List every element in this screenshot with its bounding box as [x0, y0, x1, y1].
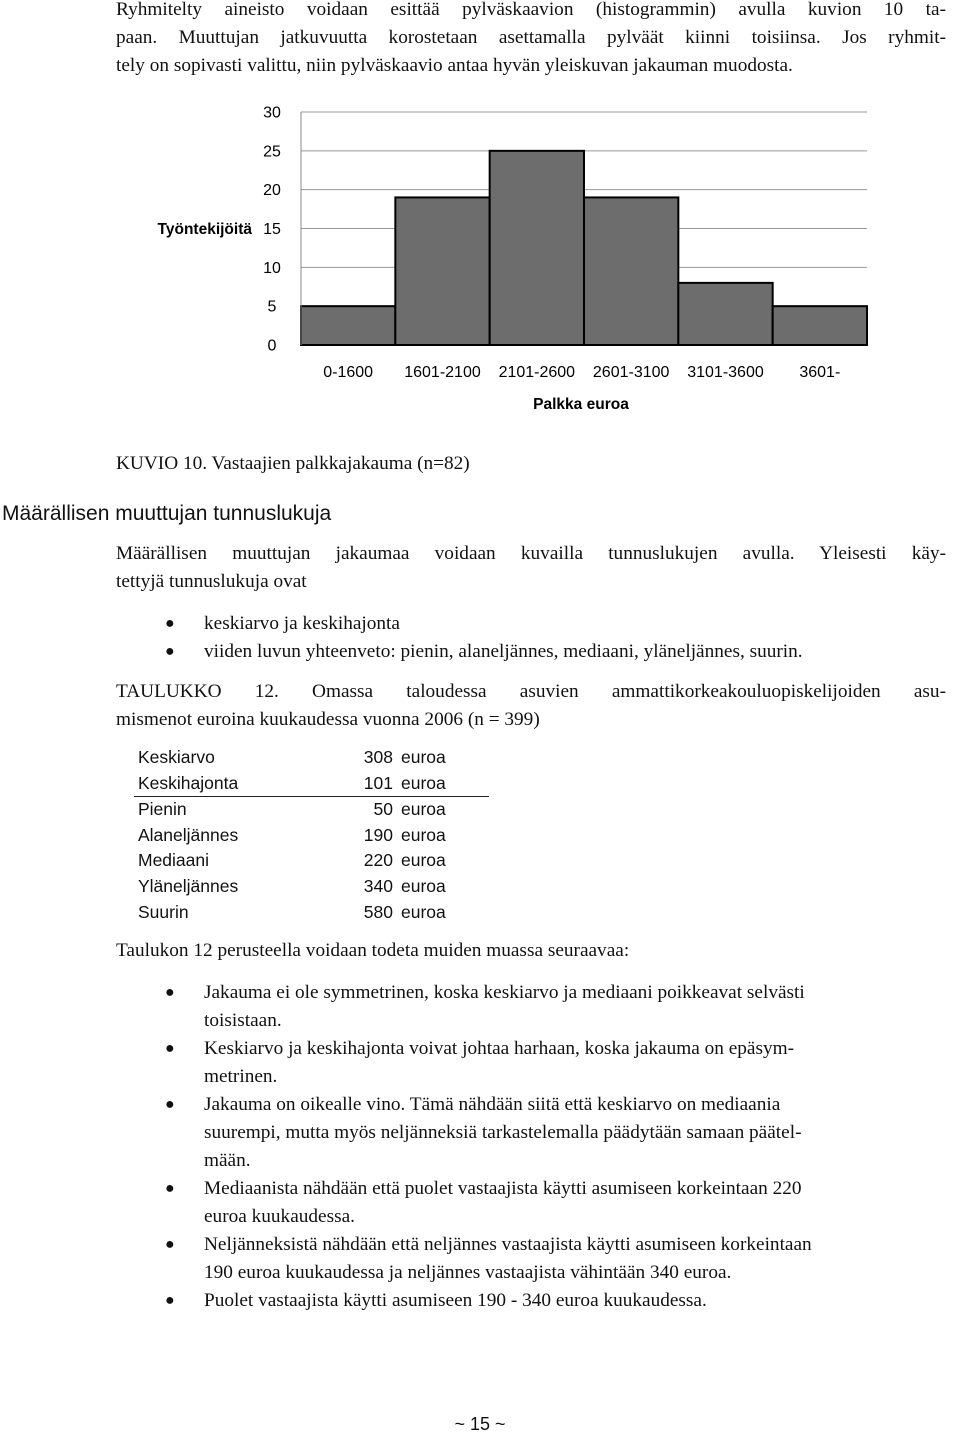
conclusion-list — [116, 979, 960, 1315]
intro-line: paan. Muuttujan jatkuvuutta korostetaan asettamalla pylväät kiinni toisiinsa. Jos ryhmit- — [116, 27, 946, 48]
chart-bars — [301, 151, 867, 345]
table-cell-label: Suurin — [138, 901, 189, 922]
list-item — [116, 979, 960, 1035]
bullet-icon: ● — [165, 615, 175, 632]
intro-line: Ryhmitelty aineisto voidaan esittää pylväskaavion (histogrammin) avulla kuvion 10 ta- — [116, 0, 946, 20]
list-item — [116, 1231, 960, 1287]
table-cell-unit: euroa — [401, 824, 446, 845]
chart-y-tick-label: 10 — [263, 259, 281, 277]
table-cell-value: 340 — [363, 875, 393, 896]
chart-y-tick-label: 0 — [267, 337, 277, 355]
list-item-text: keskiarvo ja keskihajonta — [204, 613, 400, 634]
table-caption-line: TAULUKKO 12. Omassa taloudessa asuvien ammattikorkeakouluopiskelijoiden asu- — [116, 681, 946, 702]
bullet-icon: ● — [165, 1096, 175, 1113]
histogram-chart — [0, 95, 960, 425]
list-item-text: Jakauma on oikealle vino. Tämä nähdään siitä että keskiarvo on mediaania — [204, 1094, 781, 1115]
table-cell-unit: euroa — [401, 901, 446, 922]
chart-y-ticks — [263, 105, 281, 355]
bullet-icon: ● — [165, 643, 175, 660]
list-item-text: toisistaan. — [204, 1010, 282, 1031]
measures-line: Määrällisen muuttujan jakaumaa voidaan kuvailla tunnuslukujen avulla. Yleisesti käy- — [116, 543, 946, 564]
table-cell-unit: euroa — [401, 850, 446, 871]
chart-y-tick-label: 5 — [267, 298, 277, 316]
list-item — [116, 1175, 960, 1231]
chart-y-tick-label: 25 — [263, 143, 281, 161]
measures-list — [116, 610, 960, 666]
list-item-text: metrinen. — [204, 1066, 278, 1087]
table-cell-label: Yläneljännes — [138, 875, 239, 896]
section-heading: Määrällisen muuttujan tunnuslukuja — [2, 502, 332, 525]
table-cell-unit: euroa — [401, 799, 446, 820]
table-row — [134, 797, 489, 823]
table-cell-value: 580 — [363, 901, 393, 922]
table-caption-line: mismenot euroina kuukaudessa vuonna 2006 (n = 399) — [116, 709, 540, 730]
table-row — [134, 771, 489, 797]
chart-x-tick-label: 1601-2100 — [404, 364, 481, 381]
list-item-text: euroa kuukaudessa. — [204, 1206, 355, 1227]
list-item — [116, 1091, 960, 1175]
chart-x-tick-label: 0-1600 — [323, 364, 374, 381]
stats-table — [134, 745, 489, 925]
chart-x-ticks — [323, 364, 840, 381]
chart-y-tick-label: 15 — [263, 221, 281, 238]
chart-bar — [584, 197, 678, 345]
chart-x-tick-label: 2101-2600 — [498, 364, 576, 381]
list-item-text: Neljänneksistä nähdään että neljännes vastaajista käytti asumiseen korkeintaan — [204, 1234, 812, 1255]
bullet-icon: ● — [165, 984, 175, 1001]
table-cell-unit: euroa — [397, 771, 489, 797]
chart-y-tick-label: 30 — [263, 104, 281, 122]
chart-x-label: Palkka euroa — [533, 396, 629, 413]
chart-x-tick-label: 3601- — [799, 364, 841, 381]
table-cell-value: 50 — [373, 799, 393, 820]
list-item-text: viiden luvun yhteenveto: pienin, alaneljännes, mediaani, yläneljännes, suurin. — [204, 641, 803, 662]
list-item — [116, 1035, 960, 1091]
chart-bar — [773, 306, 867, 345]
intro-paragraph — [116, 0, 946, 80]
list-item-text: mään. — [204, 1150, 251, 1171]
table-row — [134, 848, 489, 874]
table-cell-label: Keskihajonta — [134, 771, 278, 797]
chart-bar — [678, 283, 772, 345]
chart-bar — [490, 151, 584, 345]
measures-line: tettyjä tunnuslukuja ovat — [116, 571, 307, 592]
chart-bar — [301, 306, 395, 345]
bullet-icon: ● — [165, 1292, 175, 1309]
list-item-text: Puolet vastaajista käytti asumiseen 190 - 340 euroa kuukaudessa. — [204, 1290, 707, 1311]
list-item-text: Mediaanista nähdään että puolet vastaajista käytti asumiseen korkeintaan 220 — [204, 1178, 802, 1199]
list-item-text: Jakauma ei ole symmetrinen, koska keskiarvo ja mediaani poikkeavat selvästi — [204, 982, 805, 1003]
table-row — [134, 874, 489, 900]
table-cell-value: 101 — [278, 771, 397, 797]
figure-caption: KUVIO 10. Vastaajien palkkajakauma (n=82) — [116, 453, 470, 474]
page-number: ~ 15 ~ — [454, 1414, 506, 1434]
table-row — [134, 745, 489, 771]
measures-paragraph — [116, 540, 946, 596]
table-cell-label: Keskiarvo — [138, 747, 215, 767]
table-cell-unit: euroa — [401, 747, 446, 767]
list-item — [116, 1287, 960, 1315]
table-cell-value: 220 — [363, 850, 393, 871]
table-row — [134, 900, 489, 926]
list-item-text: suurempi, mutta myös neljänneksiä tarkastelemalla päädytään samaan päätel- — [204, 1122, 802, 1143]
bullet-icon: ● — [165, 1180, 175, 1197]
bullet-icon: ● — [165, 1236, 175, 1253]
bullet-icon: ● — [165, 1040, 175, 1057]
intro-line: tely on sopivasti valittu, niin pylväskaavio antaa hyvän yleiskuvan jakauman muodosta. — [116, 55, 793, 76]
table-row — [134, 823, 489, 849]
list-item — [116, 638, 960, 666]
chart-bar — [395, 197, 489, 345]
list-item — [116, 610, 960, 638]
table-caption — [116, 678, 946, 734]
table-cell-label: Alaneljännes — [138, 824, 239, 845]
list-item-text: 190 euroa kuukaudessa ja neljännes vastaajista vähintään 340 euroa. — [204, 1262, 732, 1283]
table-cell-value: 190 — [363, 824, 393, 845]
chart-y-tick-label: 20 — [263, 182, 281, 200]
chart-x-tick-label: 3101-3600 — [687, 364, 764, 381]
list-item-text: Keskiarvo ja keskihajonta voivat johtaa harhaan, koska jakauma on epäsym- — [204, 1038, 795, 1059]
conclusion-intro: Taulukon 12 perusteella voidaan todeta muiden muassa seuraavaa: — [116, 940, 630, 961]
table-cell-value: 308 — [363, 747, 393, 767]
table-cell-label: Mediaani — [138, 850, 210, 871]
chart-x-tick-label: 2601-3100 — [592, 364, 670, 381]
chart-y-label: Työntekijöitä — [157, 221, 252, 238]
table-cell-label: Pienin — [138, 799, 187, 820]
table-cell-unit: euroa — [401, 875, 446, 896]
